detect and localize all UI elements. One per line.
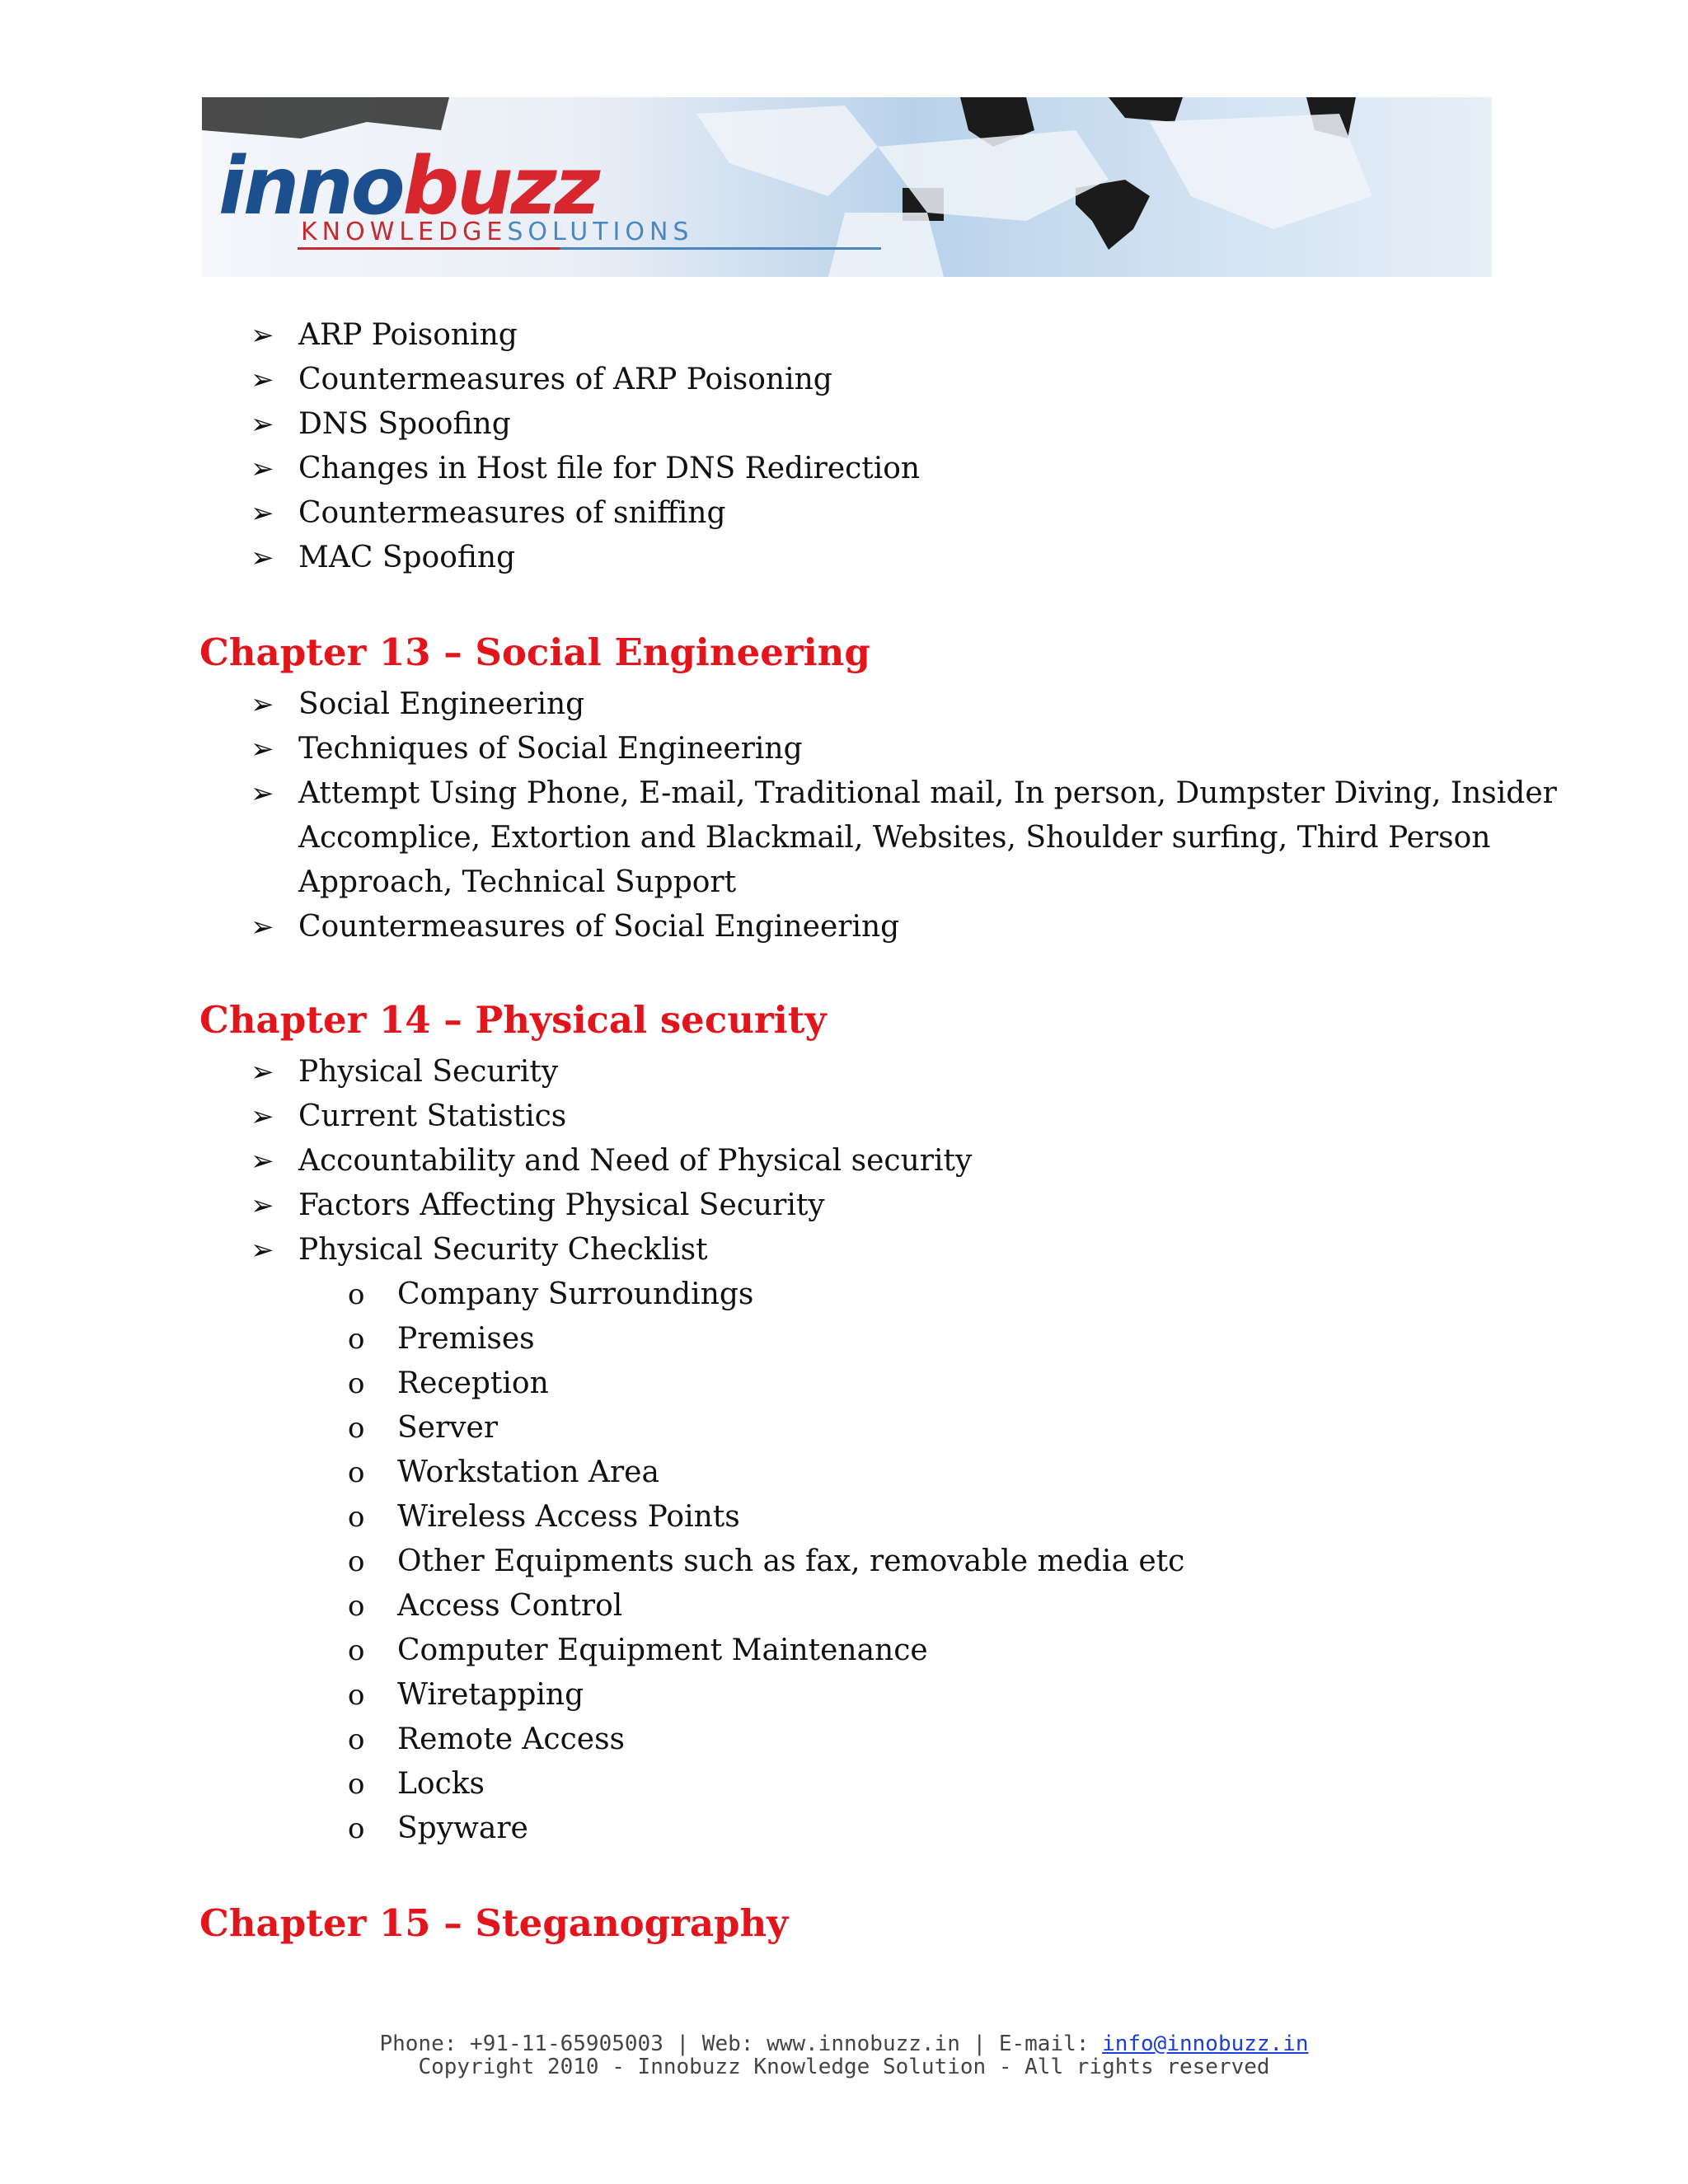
sublist-item-text: Wiretapping — [397, 1678, 584, 1712]
chapter-15-heading: Chapter 15 – Steganography — [199, 1901, 789, 1945]
footer-copyright: Copyright 2010 - Innobuzz Knowledge Solution - All rights reserved — [418, 2055, 1270, 2079]
list-item-text: Social Engineering — [298, 687, 585, 721]
circle-bullet-icon: o — [348, 1278, 365, 1311]
sublist-item-text: Premises — [397, 1322, 535, 1356]
arrow-bullet-icon: ➢ — [251, 911, 274, 944]
list-item-text: Changes in Host file for DNS Redirection — [298, 452, 921, 485]
sublist-item-text: Access Control — [397, 1589, 623, 1623]
sublist-item-text: Company Surroundings — [397, 1277, 754, 1311]
sublist-item — [348, 1807, 528, 1851]
circle-bullet-icon: o — [348, 1812, 365, 1845]
logo-buzz: buzz — [402, 140, 598, 232]
arrow-bullet-icon: ➢ — [251, 1189, 274, 1222]
chapter-14-heading: Chapter 14 – Physical security — [199, 998, 827, 1042]
circle-bullet-icon: o — [348, 1545, 365, 1578]
sublist-item-text: Spyware — [397, 1811, 528, 1845]
list-item-text: MAC Spoofing — [298, 541, 516, 574]
list-item — [251, 905, 900, 949]
list-item-text: Attempt Using Phone, E-mail, Traditional mail, In person, Dumpster Diving, Insider — [298, 776, 1557, 810]
logo-inno: inno — [218, 140, 403, 232]
list-item-continuation: Accomplice, Extortion and Blackmail, Websites, Shoulder surfing, Third Person — [298, 821, 1491, 855]
list-item-text: Countermeasures of sniffing — [298, 496, 726, 530]
arrow-bullet-icon: ➢ — [251, 408, 274, 441]
sublist-item — [348, 1406, 499, 1451]
arrow-bullet-icon: ➢ — [251, 363, 274, 396]
list-item-text: Techniques of Social Engineering — [298, 732, 803, 766]
arrow-bullet-icon: ➢ — [251, 733, 274, 766]
list-item — [251, 1139, 973, 1183]
footer-contact-text: Phone: +91-11-65905003 | Web: www.innobuzz.in | E-mail: — [379, 2032, 1103, 2056]
arrow-bullet-icon: ➢ — [251, 1145, 274, 1178]
sublist-item — [348, 1495, 740, 1540]
circle-bullet-icon: o — [348, 1590, 365, 1623]
arrow-bullet-icon: ➢ — [251, 497, 274, 530]
sublist-item — [348, 1540, 1185, 1584]
email-link[interactable]: info@innobuzz.in — [1102, 2032, 1309, 2056]
list-item — [251, 1228, 708, 1272]
sublist-item — [348, 1762, 485, 1807]
arrow-bullet-icon: ➢ — [251, 688, 274, 721]
header-banner — [202, 97, 1492, 277]
arrow-bullet-icon: ➢ — [251, 1234, 274, 1267]
sublist-item-text: Computer Equipment Maintenance — [397, 1633, 928, 1667]
sublist-item — [348, 1361, 549, 1406]
list-item — [251, 313, 518, 358]
list-item-text: Accountability and Need of Physical security — [298, 1144, 973, 1178]
circle-bullet-icon: o — [348, 1367, 365, 1400]
sublist-item — [348, 1629, 928, 1673]
arrow-bullet-icon: ➢ — [251, 1056, 274, 1089]
chapter-13-heading: Chapter 13 – Social Engineering — [199, 630, 870, 674]
list-item — [251, 358, 832, 402]
list-item-text: DNS Spoofing — [298, 407, 511, 441]
sublist-item-text: Locks — [397, 1767, 485, 1801]
sublist-item-text: Wireless Access Points — [397, 1500, 740, 1534]
list-item-text: Current Statistics — [298, 1099, 567, 1133]
logo-underline — [298, 247, 881, 250]
sublist-item-text: Server — [397, 1411, 499, 1445]
footer-contact-line — [0, 2032, 1688, 2055]
circle-bullet-icon: o — [348, 1456, 365, 1489]
page-footer — [0, 2032, 1688, 2079]
arrow-bullet-icon: ➢ — [251, 1100, 274, 1133]
sublist-item-text: Other Equipments such as fax, removable media etc — [397, 1544, 1185, 1578]
circle-bullet-icon: o — [348, 1679, 365, 1712]
sublist-item — [348, 1317, 535, 1361]
arrow-bullet-icon: ➢ — [251, 452, 274, 485]
list-item-text: Physical Security Checklist — [298, 1233, 708, 1267]
list-item — [251, 1050, 559, 1094]
list-item — [251, 682, 585, 727]
arrow-bullet-icon: ➢ — [251, 777, 274, 810]
list-item-text: Factors Affecting Physical Security — [298, 1188, 825, 1222]
sublist-item-text: Workstation Area — [397, 1455, 659, 1489]
list-item-text: Countermeasures of Social Engineering — [298, 910, 900, 944]
list-item — [251, 536, 516, 580]
list-item — [251, 491, 726, 536]
list-item-continuation: Approach, Technical Support — [298, 865, 737, 899]
sublist-item-text: Remote Access — [397, 1722, 626, 1756]
list-item — [251, 447, 921, 491]
sublist-item — [348, 1718, 626, 1762]
list-item-text: ARP Poisoning — [298, 318, 518, 352]
list-item-text: Countermeasures of ARP Poisoning — [298, 363, 832, 396]
arrow-bullet-icon: ➢ — [251, 541, 274, 574]
list-item — [251, 771, 1557, 816]
sublist-item — [348, 1673, 584, 1718]
list-item-text: Physical Security — [298, 1055, 559, 1089]
circle-bullet-icon: o — [348, 1634, 365, 1667]
circle-bullet-icon: o — [348, 1501, 365, 1534]
circle-bullet-icon: o — [348, 1723, 365, 1756]
arrow-bullet-icon: ➢ — [251, 319, 274, 352]
circle-bullet-icon: o — [348, 1412, 365, 1445]
list-item — [251, 402, 511, 447]
logo-tagline — [301, 218, 693, 246]
sublist-item-text: Reception — [397, 1366, 549, 1400]
list-item — [251, 1183, 825, 1228]
circle-bullet-icon: o — [348, 1323, 365, 1356]
list-item — [251, 727, 803, 771]
list-item — [251, 1094, 567, 1139]
sublist-item — [348, 1272, 754, 1317]
tagline-solutions: SOLUTIONS — [507, 218, 694, 246]
sublist-item — [348, 1584, 623, 1629]
tagline-knowledge: KNOWLEDGE — [301, 218, 508, 246]
sublist-item — [348, 1451, 659, 1495]
circle-bullet-icon: o — [348, 1768, 365, 1801]
